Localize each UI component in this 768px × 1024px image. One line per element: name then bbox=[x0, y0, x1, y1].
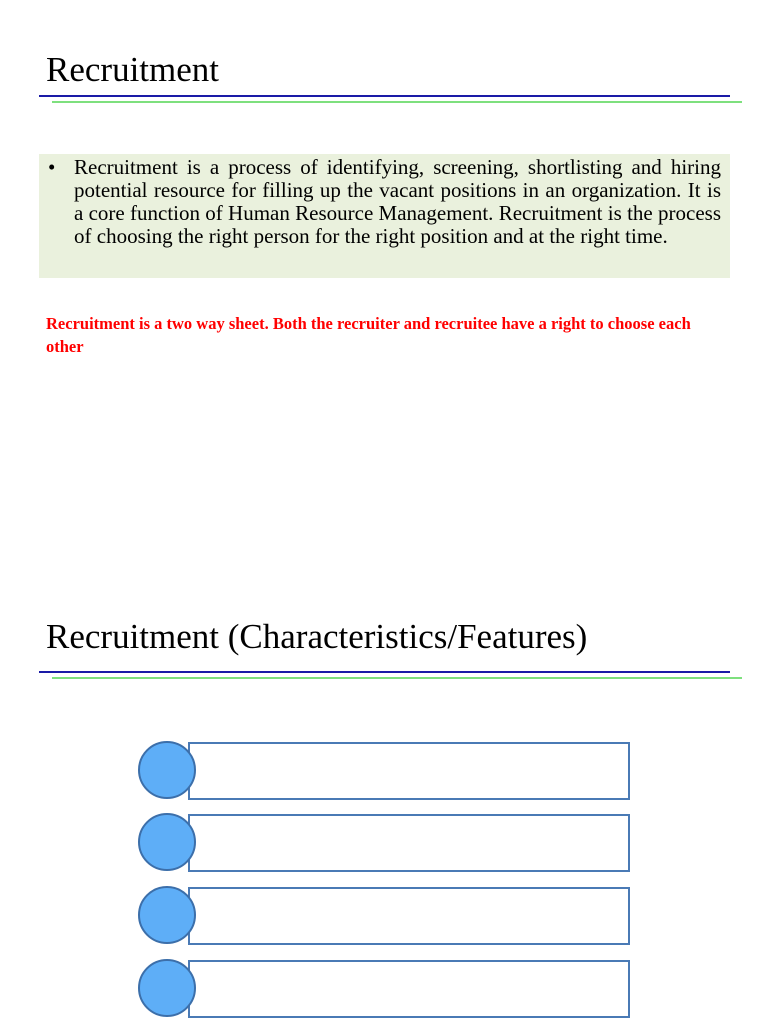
circle-icon bbox=[138, 813, 196, 871]
bullet-marker: • bbox=[48, 155, 56, 179]
feature-box bbox=[188, 742, 630, 800]
title-underline-green bbox=[52, 101, 742, 103]
features-list bbox=[138, 741, 630, 1021]
title-underline-blue bbox=[39, 95, 730, 97]
definition-box bbox=[39, 154, 730, 278]
feature-box bbox=[188, 887, 630, 945]
two-way-note: Recruitment is a two way sheet. Both the recruiter and recruitee have a right to choose each other bbox=[46, 314, 691, 356]
feature-box bbox=[188, 960, 630, 1018]
slide-title-recruitment: Recruitment bbox=[46, 50, 220, 89]
circle-icon bbox=[138, 741, 196, 799]
title-underline-green bbox=[52, 677, 742, 679]
feature-item bbox=[138, 813, 630, 871]
feature-box bbox=[188, 814, 630, 872]
definition-text: Recruitment is a process of identifying, screening, shortlisting and hiring potential resource for filling up the vacant positions in an organization. It is a core function of Human Resource Management. Recruitment is the process of choosing the right person for the right position and at the right time. bbox=[74, 155, 721, 248]
title-underline-blue bbox=[39, 671, 730, 673]
definition-bullet bbox=[48, 156, 721, 248]
feature-item bbox=[138, 886, 630, 944]
circle-icon bbox=[138, 959, 196, 1017]
circle-icon bbox=[138, 886, 196, 944]
feature-item bbox=[138, 959, 630, 1017]
feature-item bbox=[138, 741, 630, 799]
slide-title-characteristics: Recruitment (Characteristics/Features) bbox=[46, 617, 588, 656]
